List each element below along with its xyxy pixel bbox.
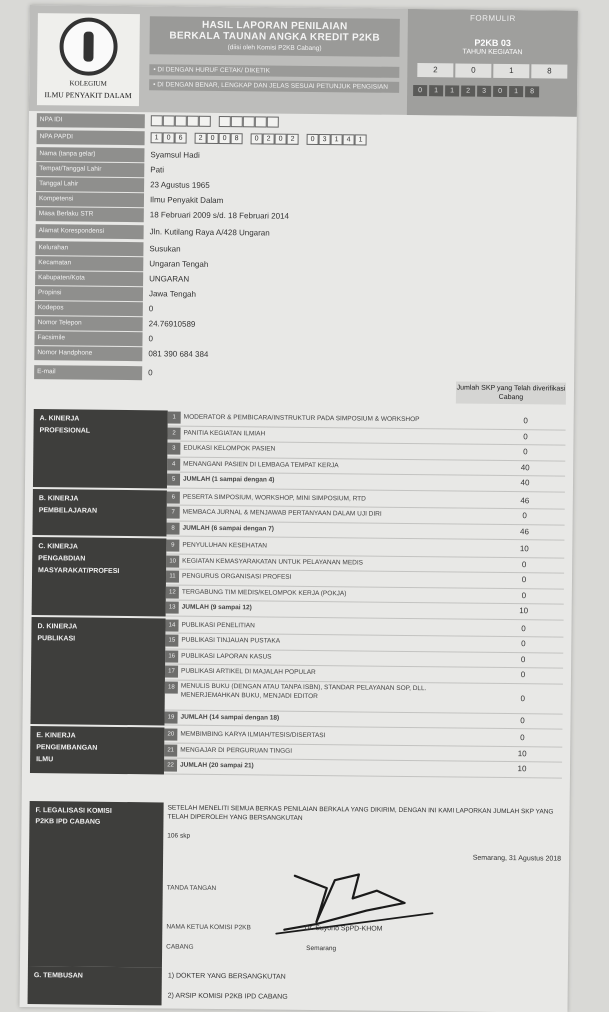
skp-row-label: PANITIA KEGIATAN ILMIAH (183, 429, 266, 437)
form-header (29, 5, 578, 117)
npa-papdi-cell: 2 (263, 133, 275, 144)
skp-row-label: JUMLAH (6 sampai dengan 7) (182, 524, 274, 533)
tembusan-item: 1) DOKTER YANG BERSANGKUTAN (167, 972, 286, 981)
npa-papdi-cell: 0 (307, 134, 319, 145)
skp-row-number: 21 (164, 744, 177, 756)
date-digit: 1 (429, 85, 443, 96)
field-label: Alamat Korespondensi (36, 224, 144, 239)
npa-idi-cell (243, 116, 255, 127)
section-title-text: B. KINERJA PEMBELAJARAN (38, 494, 98, 515)
skp-row-number: 13 (166, 601, 179, 613)
npa-idi-cell (151, 115, 163, 126)
skp-row (166, 600, 564, 620)
skp-row (165, 680, 563, 714)
skp-row-label: TERGABUNG TIM MEDIS/KELOMPOK KERJA (POKJA) (181, 588, 347, 597)
skp-row-label: MODERATOR & PEMBICARA/INSTRUKTUR PADA SIMPOSIUM & WORKSHOP (183, 413, 420, 424)
field-value: 23 Agustus 1965 (150, 180, 210, 190)
form-title (149, 16, 399, 57)
date-digit: 2 (461, 86, 475, 97)
skp-row-value: 0 (520, 693, 526, 703)
logo-emblem-icon (59, 17, 118, 76)
field-value: 0 (148, 334, 154, 344)
npa-idi-cell (219, 116, 231, 127)
skp-row-number: 2 (167, 427, 180, 439)
skp-row-number: 8 (166, 522, 179, 534)
skp-row-label: PENYULUHAN KESEHATAN (182, 541, 268, 550)
year-digit: 2 (417, 63, 453, 77)
signature-label: TANDA TANGAN (166, 884, 217, 892)
date-digit: 0 (493, 86, 507, 97)
skp-row-label: KEGIATAN KEMASYARAKATAN UNTUK PELAYANAN MEDIS (182, 557, 364, 567)
tembusan-item: 2) ARSIP KOMISI P2KB IPD CABANG (167, 992, 288, 1001)
skp-section-title (30, 617, 165, 726)
instructions (149, 64, 399, 97)
field-value: UNGARAN (149, 274, 190, 284)
field-label: Tempat/Tanggal Lahir (36, 162, 144, 177)
skp-row-label: MEMBACA JURNAL & MENJAWAB PERTANYAAN DALAM UJI DIRI (182, 508, 382, 518)
title-line-2: BERKALA TAUNAN ANGKA KREDIT P2KB (169, 30, 380, 44)
skp-row-label: PENGURUS ORGANISASI PROFESI (181, 572, 292, 581)
field-label: Kelurahan (35, 241, 143, 256)
skp-row-label: MENGAJAR DI PERGURUAN TINGGI (180, 746, 293, 755)
skp-row-label: MENULIS BUKU (DENGAN ATAU TANPA ISBN), STANDAR PELAYANAN SOP, DLL. MENERJEMAHKAN BUKU, MENJADI EDITOR (180, 682, 427, 700)
skp-row-number: 6 (167, 491, 180, 503)
section-title-text: D. KINERJA PUBLIKASI (37, 622, 78, 643)
field-value: Susukan (149, 244, 181, 254)
npa-papdi-cell: 2 (195, 133, 207, 144)
skp-row-label: PESERTA SIMPOSIUM, WORKSHOP, MINI SIMPOSIUM, RTD (182, 493, 366, 503)
npa-papdi-cell: 2 (287, 134, 299, 145)
skp-row (166, 521, 564, 541)
skp-row-label: JUMLAH (20 sampai 21) (180, 761, 254, 770)
skp-section-title (33, 409, 168, 488)
npa-papdi-cell: 0 (275, 134, 287, 145)
year-label: TAHUN KEGIATAN (462, 48, 523, 57)
field-label: Propinsi (35, 286, 143, 301)
skp-row-label: JUMLAH (1 sampai dengan 4) (183, 475, 275, 484)
npa-idi-cell (255, 116, 267, 127)
skp-row-number: 14 (165, 619, 178, 631)
tembusan-section-title (28, 966, 162, 1005)
skp-row-label: PUBLIKASI ARTIKEL DI MAJALAH POPULAR (180, 667, 316, 677)
npa-papdi-cell: 1 (355, 134, 367, 145)
npa-idi-cell (163, 115, 175, 126)
field-label: Kabupaten/Kota (35, 271, 143, 286)
instruction-2: • DI DENGAN BENAR, LENGKAP DAN JELAS SESUAI PETUNJUK PENGISIAN (149, 79, 399, 93)
skp-row-value: 10 (519, 544, 529, 554)
skp-row-value: 0 (522, 511, 527, 521)
skp-row-number: 18 (165, 681, 178, 693)
field-value: Pati (150, 165, 165, 175)
field-label: Kecamatan (35, 256, 143, 271)
skp-row-label: MENANGANI PASIEN DI LEMBAGA TEMPAT KERJA (183, 460, 339, 469)
skp-row-number: 9 (166, 539, 179, 551)
npa-papdi-cell: 8 (231, 133, 243, 144)
field-label: NPA IDI (37, 113, 145, 128)
section-title-text: C. KINERJA PENGABDIAN MASYARAKAT/PROFESI (38, 543, 120, 575)
skp-row-label: EDUKASI KELOMPOK PASIEN (183, 444, 276, 453)
section-title-text: A. KINERJA PROFESIONAL (39, 415, 91, 435)
skp-row-value: 0 (521, 639, 526, 649)
field-value: Ungaran Tengah (149, 259, 209, 269)
skp-row-number: 10 (166, 555, 179, 567)
skp-row-label: MEMBIMBING KARYA ILMIAH/TESIS/DISERTASI (180, 730, 326, 740)
field-value: Jln. Kutilang Raya A/428 Ungaran (149, 227, 270, 238)
field-value: Jawa Tengah (148, 289, 197, 299)
skp-row-number: 4 (167, 458, 180, 470)
npa-papdi-cell: 0 (219, 133, 231, 144)
field-value: 0 (148, 368, 153, 378)
skp-row-number: 5 (167, 473, 180, 485)
npa-papdi-cells (151, 131, 569, 147)
skp-row-value: 0 (521, 590, 527, 600)
skp-column-header: Jumlah SKP yang Telah diverifikasi Cabang (456, 381, 566, 404)
skp-row-number: 1 (168, 411, 181, 423)
legalisasi-section-title (28, 801, 164, 967)
skp-row-value: 40 (520, 478, 530, 488)
field-value: 24.76910589 (148, 319, 196, 329)
date-digit: 0 (413, 85, 427, 96)
skp-row-number: 3 (167, 442, 180, 454)
legalisasi-skp: 106 skp (167, 832, 191, 840)
skp-row-value: 0 (523, 431, 528, 441)
form-code-panel (407, 9, 578, 117)
branch-label: CABANG (166, 943, 194, 951)
skp-row-label: PUBLIKASI PENELITIAN (181, 621, 255, 629)
chair-name-label: NAMA KETUA KOMISI P2KB (166, 923, 251, 932)
npa-papdi-cell: 0 (251, 133, 263, 144)
skp-row-value: 0 (521, 575, 527, 585)
date-digit: 1 (445, 85, 459, 96)
skp-section-title (30, 726, 164, 774)
npa-papdi-cell: 4 (343, 134, 355, 145)
npa-papdi-cell: 6 (175, 133, 187, 144)
title-line-3: (diisi oleh Komisi P2KB Cabang) (227, 44, 322, 53)
title-line-1: HASIL LAPORAN PENILAIAN (201, 19, 348, 33)
skp-row (164, 758, 562, 778)
form-code: P2KB 03 (474, 37, 511, 49)
npa-idi-cells (151, 114, 569, 130)
skp-row-value: 0 (523, 416, 528, 426)
field-label: Masa Berlaku STR (36, 207, 144, 222)
kolegium-logo (37, 13, 140, 106)
logo-text-ipd: ILMU PENYAKIT DALAM (44, 90, 132, 101)
form-label: FORMULIR (469, 13, 516, 24)
chair-name-value: Dr. Suyono SpPD-KHOM (304, 924, 383, 933)
npa-idi-cell (187, 116, 199, 127)
skp-row-label: JUMLAH (9 sampai 12) (181, 603, 252, 612)
skp-row-number: 15 (165, 634, 178, 646)
npa-idi-cell (199, 116, 211, 127)
skp-row-label: JUMLAH (14 sampai dengan 18) (180, 713, 280, 722)
date-digit: 3 (477, 86, 491, 97)
skp-row-number: 22 (164, 759, 177, 771)
skp-row-number: 17 (165, 665, 178, 677)
skp-row-number: 11 (166, 570, 179, 582)
skp-row (164, 710, 562, 730)
section-title-text: E. KINERJA PENGEMBANGAN ILMU (36, 732, 98, 764)
field-value: Ilmu Penyakit Dalam (149, 195, 224, 206)
skp-row-value: 0 (520, 654, 526, 664)
npa-papdi-cell: 1 (151, 132, 163, 143)
field-value (151, 131, 569, 149)
date-digit: 8 (525, 86, 539, 97)
logo-text-kolegium: KOLEGIUM (69, 79, 107, 88)
instruction-1: • DI DENGAN HURUF CETAK/ DIKETIK (149, 64, 399, 78)
branch-value: Semarang (306, 944, 337, 953)
skp-section-title (32, 537, 167, 616)
field-label: Facsimile (34, 331, 142, 346)
npa-papdi-cell: 3 (319, 134, 331, 145)
year-digit: 0 (455, 63, 491, 77)
skp-row-value: 0 (520, 670, 526, 680)
field-value: 081 390 684 384 (148, 349, 209, 359)
npa-idi-cell (267, 116, 279, 127)
skp-section-title (32, 489, 166, 537)
date-digit: 1 (509, 86, 523, 97)
year-digit: 8 (531, 64, 567, 78)
field-label: Nomor Handphone (34, 346, 142, 361)
skp-row-value: 0 (523, 447, 528, 457)
field-value: Syamsul Hadi (150, 150, 200, 160)
npa-papdi-cell: 0 (163, 132, 175, 143)
skp-row-number: 12 (166, 586, 179, 598)
npa-papdi-cell: 0 (207, 133, 219, 144)
skp-row-value: 40 (520, 462, 530, 472)
field-label: Kodepos (35, 301, 143, 316)
skp-row-label: PUBLIKASI LAPORAN KASUS (181, 652, 272, 661)
npa-idi-cell (175, 116, 187, 127)
year-digit: 1 (493, 64, 529, 78)
form-sheet (20, 5, 578, 1012)
field-label: Nama (tanpa gelar) (36, 147, 144, 162)
skp-row-value: 0 (521, 623, 526, 633)
date-boxes (413, 85, 539, 97)
skp-row-value: 46 (520, 526, 530, 536)
field-label: Nomor Telepon (35, 316, 143, 331)
skp-row-value: 0 (520, 733, 525, 743)
skp-row-label: PUBLIKASI TINJAUAN PUSTAKA (181, 636, 281, 645)
field-value (151, 114, 569, 132)
legalisasi-text: SETELAH MENELITI SEMUA BERKAS PENILAIAN BERKALA YANG DIKIRIM, DENGAN INI KAMI LAPORKAN JUMLAH SKP YANG TELAH DIPEROLEH YANG BERSANGKUTAN (167, 804, 554, 822)
npa-papdi-cell: 1 (331, 134, 343, 145)
field-value: 18 Februari 2009 s/d. 18 Februari 2014 (149, 210, 290, 221)
year-boxes (417, 63, 567, 79)
skp-row-value: 10 (519, 606, 529, 616)
skp-row-value: 10 (517, 764, 527, 774)
skp-row-value: 0 (521, 559, 527, 569)
skp-row (167, 472, 565, 492)
field-label: Tanggal Lahir (36, 177, 144, 192)
skp-row-number: 20 (164, 728, 177, 740)
field-label: E-mail (34, 365, 142, 380)
skp-row-number: 7 (167, 506, 180, 518)
field-label: Kompetensi (36, 192, 144, 207)
skp-row-value: 0 (520, 715, 525, 725)
npa-idi-cell (231, 116, 243, 127)
legalisasi-title: F. LEGALISASI KOMISI P2KB IPD CABANG (35, 807, 112, 826)
skp-row-number: 16 (165, 650, 178, 662)
skp-row-value: 46 (520, 495, 530, 505)
field-value: 0 (148, 304, 154, 314)
field-label: NPA PAPDI (37, 130, 145, 145)
skp-row-number: 19 (164, 711, 177, 723)
tembusan-title: G. TEMBUSAN (33, 972, 83, 980)
legalisasi-date: Semarang, 31 Agustus 2018 (472, 854, 562, 863)
skp-row-value: 10 (517, 748, 527, 758)
